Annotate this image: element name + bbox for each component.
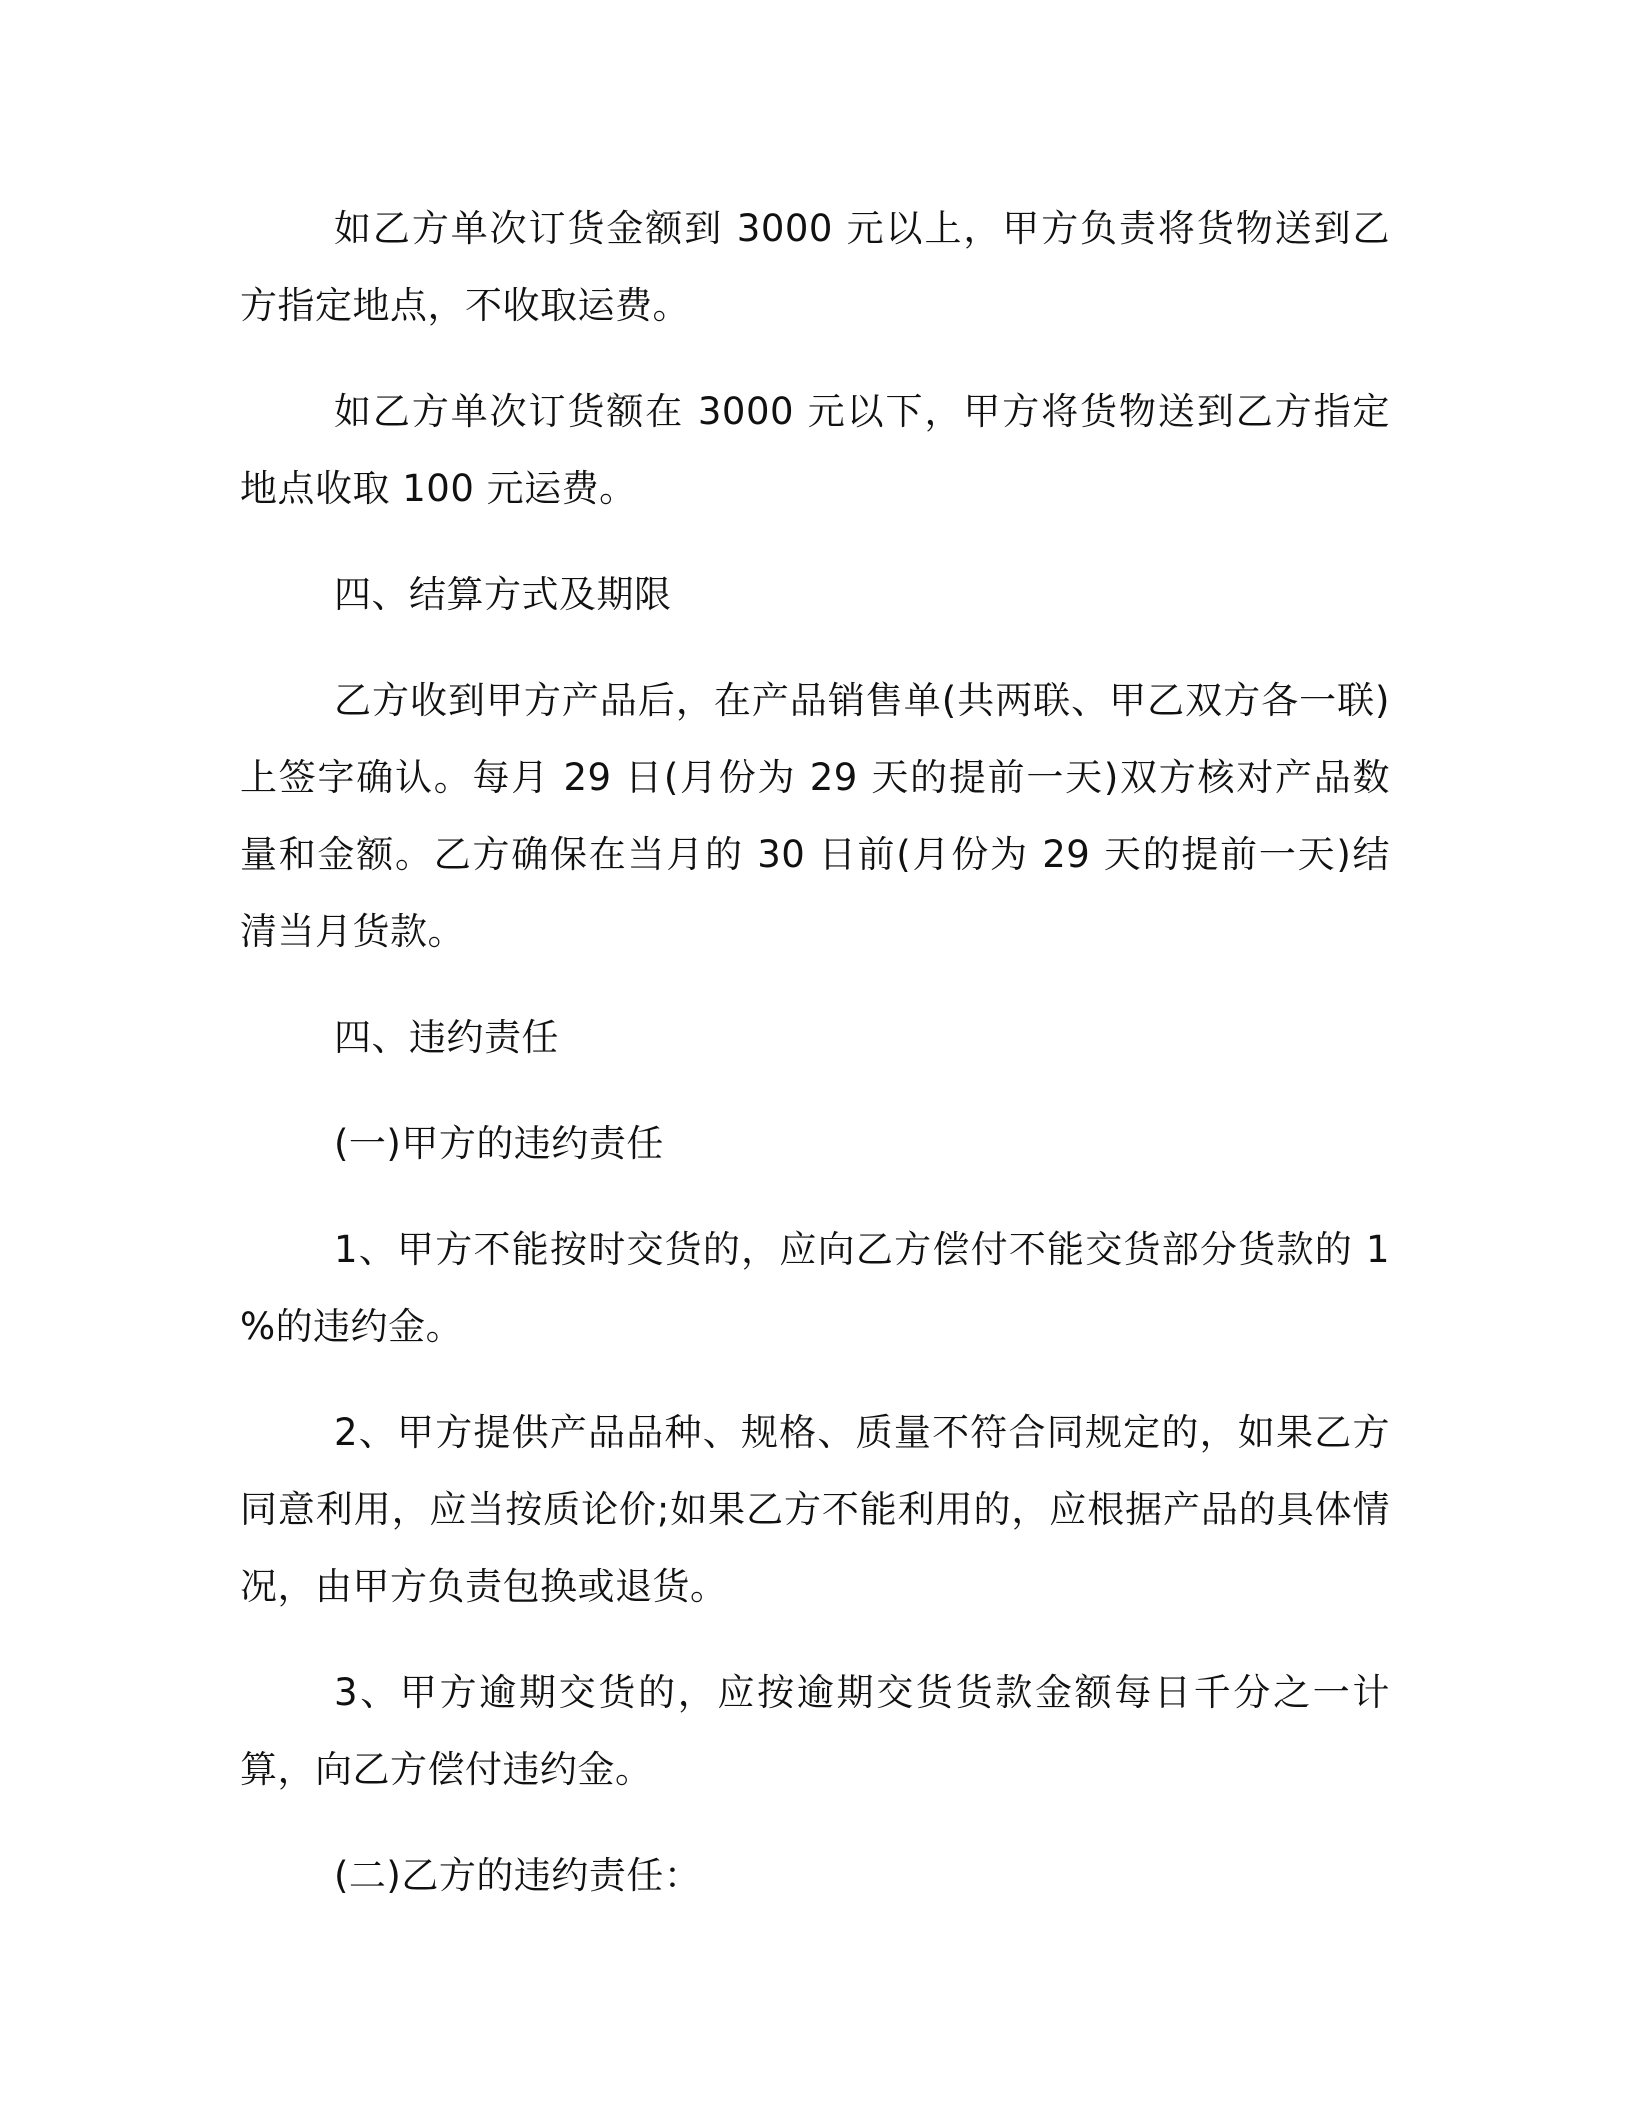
subheading-party-b-liability: (二)乙方的违约责任： — [334, 1854, 702, 1897]
clause-1-late-delivery-penalty: 1、甲方不能按时交货的，应向乙方偿付不能交货部分货款的 1 %的违约金。 — [240, 1228, 1390, 1348]
clause-2-product-nonconformity: 2、甲方提供产品品种、规格、质量不符合同规定的，如果乙方同意利用，应当按质论价;如果乙方不能利用的，应根据产品的具体情况，由甲方负责包换或退货。 — [240, 1411, 1390, 1608]
paragraph-settlement-terms: 乙方收到甲方产品后，在产品销售单(共两联、甲乙双方各一联)上签字确认。每月 29 日(月份为 29 天的提前一天)双方核对产品数量和金额。乙方确保在当月的 30 日前(月份为 29 天的提前一天)结清当月货款。 — [240, 679, 1390, 953]
document-page — [240, 190, 1390, 1943]
paragraph-delivery-over-3000: 如乙方单次订货金额到 3000 元以上，甲方负责将货物送到乙方指定地点，不收取运费。 — [240, 207, 1390, 327]
subheading-party-a-liability: (一)甲方的违约责任 — [334, 1122, 664, 1165]
section-heading-liability: 四、违约责任 — [334, 1016, 559, 1059]
clause-3-overdue-delivery: 3、甲方逾期交货的，应按逾期交货货款金额每日千分之一计算，向乙方偿付违约金。 — [240, 1671, 1390, 1791]
paragraph-delivery-under-3000: 如乙方单次订货额在 3000 元以下，甲方将货物送到乙方指定地点收取 100 元运费。 — [240, 390, 1390, 510]
section-heading-settlement: 四、结算方式及期限 — [334, 573, 672, 616]
